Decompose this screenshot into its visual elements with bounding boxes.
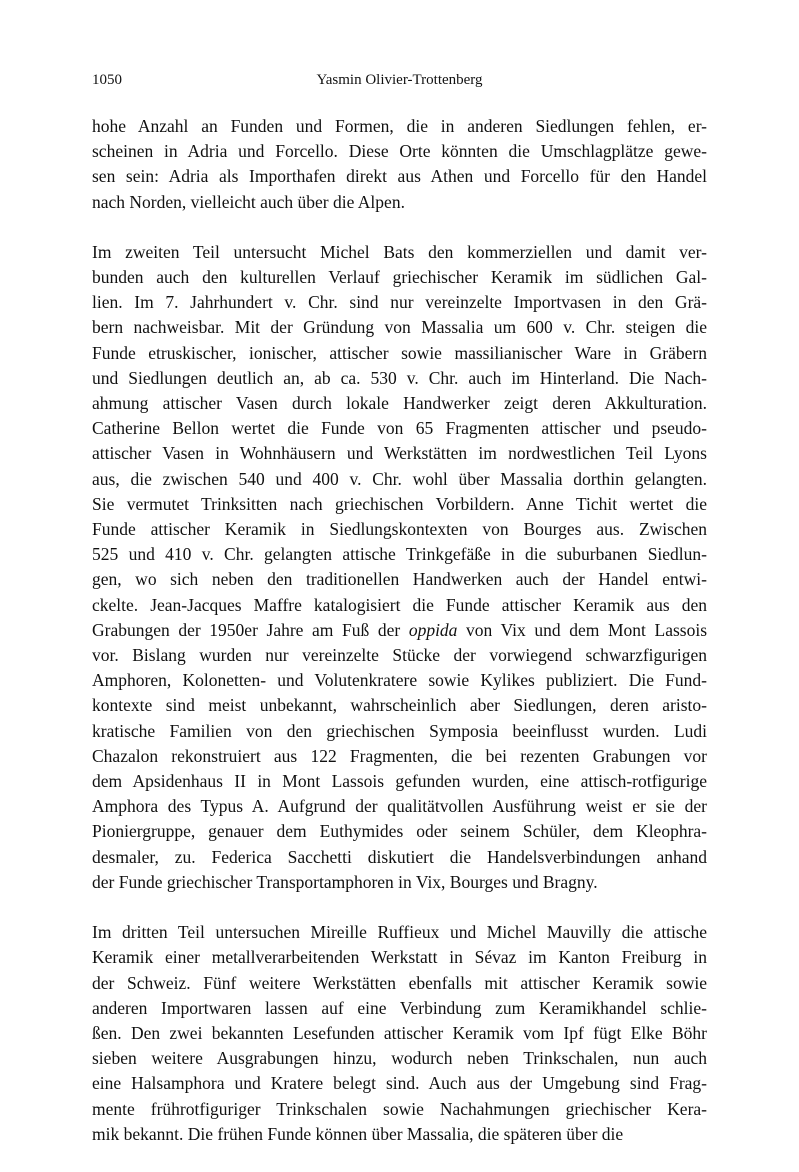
text-line: Chazalon rekonstruiert aus 122 Fragmenten, die bei rezenten Grabungen vor [92,745,707,766]
text-line: der Funde griechischer Transportamphoren in Vix, Bourges und Bragny. [92,871,598,892]
text-line: desmaler, zu. Federica Sacchetti diskutiert die Handelsverbindungen anhand [92,846,707,867]
text-line: sen sein: Adria als Importhafen direkt aus Athen und Forcello für den Handel [92,166,707,187]
text-line: 525 und 410 v. Chr. gelangten attische Trinkgefäße in die suburbanen Siedlun- [92,544,707,565]
body-text [92,114,707,1172]
text-line: Im dritten Teil untersuchen Mireille Ruffieux und Michel Mauvilly die attische [92,922,707,943]
text-line: und Siedlungen deutlich an, ab ca. 530 v. Chr. auch im Hinterland. Die Nach- [92,367,707,388]
text-line: bunden auch den kulturellen Verlauf griechischer Keramik im südlichen Gal- [92,267,707,288]
text-line: Keramik einer metallverarbeitenden Werkstatt in Sévaz im Kanton Freiburg in [92,947,707,968]
text-line: hohe Anzahl an Funden und Formen, die in anderen Siedlungen fehlen, er- [92,116,707,136]
text-line: gen, wo sich neben den traditionellen Handwerken auch der Handel entwi- [92,569,707,590]
text-line: mik bekannt. Die frühen Funde können über Massalia, die späteren über die [92,1123,624,1144]
page-number: 1050 [92,72,122,88]
text-line: Catherine Bellon wertet die Funde von 65 Fragmenten attischer und pseudo- [92,418,707,439]
text-line: nach Norden, vielleicht auch über die Alpen. [92,191,405,212]
text-line: Im zweiten Teil untersucht Michel Bats den kommerziellen und damit ver- [92,241,707,262]
text-line: lien. Im 7. Jahrhundert v. Chr. sind nur vereinzelte Importvasen in den Grä- [92,292,707,313]
paragraph [92,114,707,215]
text-line: aus, die zwischen 540 und 400 v. Chr. wohl über Massalia dorthin gelangten. [92,468,707,489]
text-line: ahmung attischer Vasen durch lokale Handwerker zeigt deren Akkulturation. [92,393,707,414]
text-line: kontexte sind meist unbekannt, wahrscheinlich aber Siedlungen, deren aristo- [92,695,707,716]
text-line: Grabungen der 1950er Jahre am Fuß der oppida von Vix und dem Mont Lassois [92,619,707,640]
text-line: kratische Familien von den griechischen Symposia beeinflusst wurden. Ludi [92,720,707,741]
text-line: attischer Vasen in Wohnhäusern und Werkstätten im nordwestlichen Teil Lyons [92,443,707,464]
text-line: eine Halsamphora und Kratere belegt sind. Auch aus der Umgebung sind Frag- [92,1073,707,1094]
text-line: mente frührotfiguriger Trinkschalen sowie Nachahmungen griechischer Kera- [92,1098,707,1119]
text-line: dem Apsidenhaus II in Mont Lassois gefunden wurden, eine attisch-rotfigurige [92,771,707,792]
text-line: Pioniergruppe, genauer dem Euthymides oder seinem Schüler, dem Kleophra- [92,821,707,842]
paragraph [92,240,707,895]
text-line: scheinen in Adria und Forcello. Diese Orte könnten die Umschlagplätze gewe- [92,141,707,162]
text-line: Funde attischer Keramik in Siedlungskontexten von Bourges aus. Zwischen [92,519,707,540]
running-head: Yasmin Olivier-Trottenberg [316,72,483,88]
text-line: Amphoren, Kolonetten- und Volutenkratere sowie Kylikes publiziert. Die Fund- [92,670,707,691]
text-line: Amphora des Typus A. Aufgrund der qualitätvollen Ausführung weist er sie der [92,796,707,817]
text-line: anderen Importwaren lassen auf eine Verbindung zum Keramikhandel schlie- [92,997,707,1018]
text-line: sieben weitere Ausgrabungen hinzu, wodurch neben Trinkschalen, nun auch [92,1048,707,1069]
text-line: Sie vermutet Trinksitten nach griechischen Vorbildern. Anne Tichit wertet die [92,493,707,514]
text-line: vor. Bislang wurden nur vereinzelte Stücke der vorwiegend schwarzfigurigen [92,645,707,666]
text-line: ßen. Den zwei bekannten Lesefunden attischer Keramik vom Ipf fügt Elke Böhr [92,1022,707,1043]
text-line: der Schweiz. Fünf weitere Werkstätten ebenfalls mit attischer Keramik sowie [92,972,707,993]
text-line: Funde etruskischer, ionischer, attischer sowie massilianischer Ware in Gräbern [92,342,707,363]
paragraph [92,920,707,1147]
text-line: ckelte. Jean-Jacques Maffre katalogisiert die Funde attischer Keramik aus den [92,594,707,615]
text-line: bern nachweisbar. Mit der Gründung von Massalia um 600 v. Chr. steigen die [92,317,707,338]
page-header [92,72,707,94]
